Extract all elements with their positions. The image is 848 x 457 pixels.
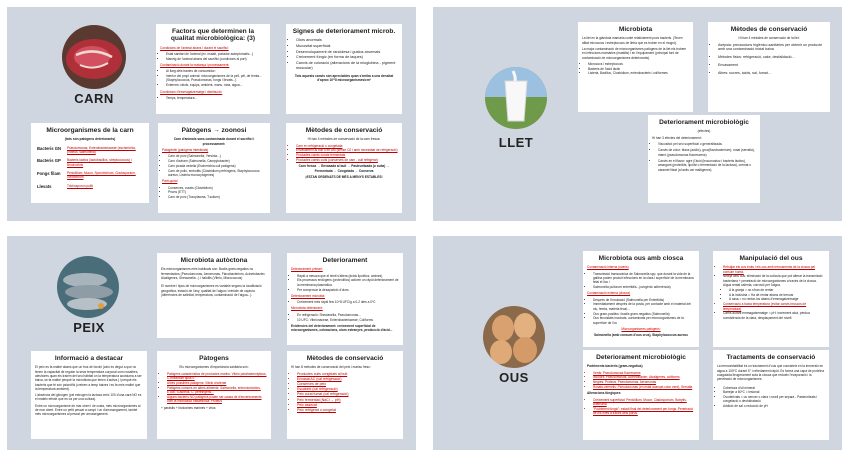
- list-item: • 10 UFC: Vibrionaceae, Enterobacteriaceae, Coliforms: [297, 318, 399, 322]
- panel-carn: [7, 7, 416, 221]
- list-item: • Negres: Proteus, Pseudomonas, Aeromonas: [593, 380, 695, 384]
- info-peix-title: Informació a destacar: [54, 355, 124, 362]
- list-item: • Neteja dels ous: eliminació de la cutícula que pot alterar la transmissió bacteriana + penetració de microorganismes a través de la closca. Aigua rentat calenta, corrosió per l'aigua.: [723, 274, 825, 287]
- patogens-carn-intro: Carn d'animals sans contaminada durant el sacrifici i processament:: [173, 137, 255, 146]
- micro-carn-table: [35, 144, 145, 192]
- patogens-carn-a: Patogèntic (patògens intestinals): [162, 147, 209, 152]
- factors-title: Factors que determinen la qualitat microbiològica: (3): [170, 28, 256, 43]
- metodes-llet-title: Mètodes de conservació: [730, 26, 808, 33]
- list-item: • Viscositat: pel seu superficial o generalitzada.: [658, 142, 756, 146]
- list-item: • Mètodes físics: refrigeració, calor, desfalidació...: [718, 55, 826, 60]
- card-tractaments: [713, 350, 829, 440]
- patogens-carn-b: Parti-quiral: [162, 179, 178, 184]
- card-metodes-peix: [287, 351, 403, 439]
- patogens-carn-title: Pàtogens → zoonosi: [181, 127, 247, 134]
- list-item: • Creixement superficial: Penicillium, Mucor, Cladosporium, Botrytis, Alternaria: [593, 398, 695, 407]
- metodes-llet-intro: Hi han 4 mètodes de conservació de la llet:: [738, 36, 800, 41]
- list-item: • Ràpid a mesura que el teixit s'altera (àcids lipolítics, amines): [297, 274, 399, 278]
- list-item: • Conserves, curats (Clostridium): [168, 186, 266, 190]
- micro-peix-p1: Els microorganismes més habituals són: Bacils gram-negatius no fermentadors (Pseudomonas, Aeromonas, Flavobacterium, Acinetobacter, Alcaligenes, Shewanella...) i halòfils (Vibrio, Micrococcus): [161, 267, 266, 280]
- micro-ous-c: Microorganismes patògens:: [621, 327, 661, 331]
- micro-peix-title: Microbiota autòctona: [180, 257, 248, 264]
- list-item: • Carn en refrigeració o congelada: [296, 144, 398, 148]
- meat-icon: [62, 25, 126, 89]
- factors-item1-sub: • Maneig de l'animal abans del sacrifici (condicions al port): [166, 57, 266, 61]
- deter-ous-title: Deteriorament microbiològic: [596, 354, 686, 361]
- list-item: • "Podriment fúngic": estadi final del deteriorament per fongs. Penetració de les hifes a través dels porus.: [593, 407, 695, 416]
- signes-item: • Olors anormals: [296, 38, 398, 43]
- factors-item2-sub: • Externes: ràtols, equips, ambient, mans, roba, aigua...: [166, 83, 266, 87]
- table-row: Fongs filam Penicillium, Mucor, Sporotrichum, Cladosporium, Geotrichum: [37, 170, 136, 180]
- list-item: • Ous fecundats incubats, contaminats per microorganismes de la superfície de l'ou: [593, 316, 695, 325]
- list-item: • Peix refrigerat o congelat: [297, 408, 399, 413]
- factors-item3: Condicions d'emmagatzematge i distribució:: [160, 89, 223, 94]
- deter-peix-item: Deteriorament microbià:: [291, 293, 326, 298]
- card-patogens-peix: [157, 351, 271, 439]
- info-peix-p3: Entre un microorganisme de mar obert i de costa, més microorganismes al de mar obert. Entre un petit pescat a canyó i un d'arrossegament, també més microorganismes al pescat per arrossegament.: [35, 403, 141, 417]
- list-item: • Patògens comuns en altres aliments: Salmonella, enterotoxicòtics, E.coli, S.aureus, C. perfringens...: [167, 386, 267, 395]
- list-item: • Altres possibles patògens: Vibrio cholerae: [167, 381, 267, 385]
- card-signes: [286, 24, 402, 114]
- deter-peix-item: Microbiota deteriorant:: [291, 306, 323, 311]
- metodes-carn-intro: Hi han 4 mètodes de conservació de la carn fresca:: [307, 137, 381, 142]
- list-item: • Immediatament després de la posta, per contacte amb el material del niu, femta, matèria fecal...: [593, 302, 695, 311]
- list-item: • Cobertura d'oli mineral: [723, 386, 825, 390]
- section-title-ous: OUS: [499, 370, 529, 385]
- list-item: • Carn picada vedella (Escherichia coli patògena): [168, 164, 266, 168]
- info-peix-p1: El peix es fa malbé abans que un tros de bovini (això es degut a que no tenen la capacitat de regular la seva temperatura corporal com nosaltres, aleshores quan els traiem del seu hàbitat on la temperatura acostuma a ser baixa, se fa malbé perquè la microbiota que tenen s'activa.) i perquè els bacteris que té són psicròfils (creixen a temp baixes i es fa més malbé que la temperatura ambient).: [35, 365, 142, 391]
- micro-peix-p2: El nombre i tipus de microorganismes es variable segons la localització geogràfica, estació de l'any, qualitat de l'aigua i mètode de captura (diferències de salinitat, temperatura, contaminació de l'aigua...).: [161, 284, 262, 297]
- factors-item1: Condicions de l'animal abans i durant el sacrifici:: [160, 45, 229, 50]
- list-item: • Peix assecat: [297, 403, 399, 408]
- fish-photo: [57, 256, 119, 318]
- micro-llet-p1: La llet en la glàndula mamària conté relativament pocs bacteris. (Tenen afitat micrococs i estreptococs de lletra que es troben en el mugró).: [582, 36, 683, 45]
- list-item: • Ovoderivats = ou sencer o clara i rovell per separa - Pasteuritzats i congelació o deshidratació: [723, 395, 825, 404]
- card-micro-peix: [157, 253, 271, 338]
- list-item: • Per comprovar la desaparició d'olors: [297, 288, 399, 292]
- card-patogens-carn: [158, 123, 270, 213]
- list-item: • Transmissió transovàrica de Salmonella spp. que durant la vida de la gallina poden produir infeccions en la clara i superfície de la membrana fetal el lloc i: [593, 272, 695, 285]
- list-item: • Ous gram-positius i bacils gram-negatius (Salmonella): [593, 312, 695, 316]
- card-info-peix: [31, 351, 147, 439]
- eggs-icon: [483, 306, 545, 368]
- milk-glass-icon: [485, 67, 547, 129]
- list-item: • Verds: Pseudomonas fluorescens: [593, 371, 695, 375]
- list-item: • Carn de porc (Toxoplasma, T.solium): [168, 195, 266, 199]
- deter-llet-intro: Hi han 3 efectes del deteriorament:: [652, 135, 702, 140]
- card-micro-ous: [583, 251, 699, 347]
- panel-ous: [433, 236, 842, 450]
- list-item: • Peix fermentat (NaCl → pH): [297, 398, 399, 403]
- factors-item2-sub: • Interior del propi animal: microorganismes de la pell, pèl, de femta... (Staphylococcus, Pseudomonas, fongs i llevats...): [166, 74, 266, 83]
- list-item: • Carns durant emmagatzematge = pH: increment alcà, pèrdua consistència de la clara, desplaçament del rovell.: [723, 311, 825, 320]
- list-item: • Conservació a baixa temperatura (evitar canvis bruscos de temperatura): [723, 302, 825, 311]
- list-item: • Carn de pollo, embotits (Clostridium perfringens, Staphylococcus aureus, Listeria monocytogenes): [168, 169, 266, 178]
- deter-llet-title: Deteriorament microbiològic: [659, 119, 749, 126]
- deter-ous-a: Podriments bacteris (gram-negatius): [587, 364, 643, 369]
- micro-ous-a: Contaminació interna (ovaris): [587, 265, 629, 270]
- patogens-peix-intro: Els microorganismes d'importància sanitària són:: [179, 365, 249, 370]
- list-item: • Micrococs i estreptococs: [588, 62, 689, 66]
- list-item: • Salmonella pullorum enteritidis...(ovogènic adherència): [593, 285, 695, 289]
- table-row: Bacteris GP Bacteris làctics (lactobacillus, streptococcus) i Brochothrix: [37, 158, 132, 167]
- list-item: • Productes carnis cuits (conserves de carn - cuit refrigerar): [296, 158, 398, 162]
- list-item: • Rebutjar els ous bruts i els ous amb trencaments de la closca pel consum humà.: [723, 265, 825, 274]
- list-item: • Els processos endògens (proteolítics) activen un ràpid deteriorament de la membrana plasmàtica: [297, 278, 399, 287]
- list-item: • En refrigeració: Shewanella, Pseudomonas...: [297, 313, 399, 317]
- list-item: • Envasament: [718, 63, 826, 68]
- card-deter-llet: [648, 115, 760, 203]
- list-item: • Escabetx (cal refrigeració): [297, 387, 399, 392]
- fish-icon: [57, 256, 119, 318]
- manipulacio-title: Manipulació del ous: [739, 255, 803, 262]
- section-title-llet: LLET: [498, 135, 534, 150]
- signes-title: Signes de deteriorament microb.: [292, 28, 396, 35]
- milk-photo: [485, 67, 547, 129]
- list-item: • Addició de sal o reducció de pH: [723, 404, 825, 408]
- deter-ous-b: Alteracions fúngiques: [587, 391, 621, 396]
- metodes-peix-title: Mètodes de conservació: [306, 355, 384, 362]
- section-title-carn: CARN: [74, 91, 114, 106]
- list-item: • Patògens característics de productes marins: Vibrio parahaemolyticus, C.botulinum tipus E: [167, 372, 267, 381]
- patogens-peix-foot: + paràsits + biotoxines marines + virus: [161, 406, 216, 411]
- list-item: • Bacteris de l'àcid làctic: [588, 67, 689, 71]
- signes-item: • Canvis de coloració (alteracions de la mioglobina - pigment muscular): [296, 61, 398, 71]
- factors-item2: Contaminació durant la matança i processament:: [160, 62, 230, 67]
- list-item: • Envasat AC (cal refrigeració): [297, 377, 399, 382]
- card-metodes-llet: [708, 22, 830, 112]
- list-item: • Altres: sucres, àcids, sal, fumat...: [718, 71, 826, 76]
- factors-item1-sub: • Estat sanitari de l'animal (ex. malalt, portador asimptomàtic...): [166, 52, 266, 56]
- card-micro-llet: [578, 22, 693, 112]
- metodes-carn-flow: Carn fresca → Envasada al buit → Pasteuritzada (o cuita) → Fermentada → Congelada → Conserva: [298, 164, 390, 173]
- list-item: • Carn de porc (Salmonella, Yersinia...): [168, 154, 266, 158]
- micro-llet-title: Microbiota: [618, 26, 653, 33]
- list-item: • Canvis de color: blaus (acidic), groc(flavobacterium), rosat (serratia), marró (pseudomonas fluorescens): [658, 148, 756, 157]
- deter-peix-title: Deteriorament: [322, 257, 368, 264]
- list-item: • A casa = no rentar-los abans d'emmagatzematge: [729, 297, 825, 301]
- list-item: • Listeria, Bacillus, Clostridium, enterobacteris i coliformes: [588, 71, 689, 75]
- list-item: • A la indústria = Ha de rentar abans de trencar: [729, 293, 825, 297]
- list-item: • Asèpsia: precaucions higiènico-sanitàries per obtenir un producte amb una contaminació inicial baixa: [718, 43, 826, 53]
- signes-item: • Creixement fúngic (en forma de taques): [296, 55, 398, 60]
- signes-item: • Desenvolupament de rancidesa i gustos anormals: [296, 50, 398, 55]
- deter-llet-subtitle: (efectes): [697, 129, 711, 134]
- list-item: • Alguns bacteris NO patògens poden ser causa de d'enverinaments com la intoxicació histamínica: Proteus: [167, 395, 267, 404]
- metodes-carn-note: ¡ESTAN ORDENATS DE MÉS A MENYS ESTABLES!: [305, 174, 383, 179]
- card-metodes-carn: [286, 123, 402, 213]
- micro-ous-title: Microbiota ous amb closca: [598, 255, 684, 262]
- table-row: Bacteris GN Pseudomonas, Enterobacteriaceae (escherichia, proteus, salmonella): [37, 145, 136, 154]
- deter-peix-note: Evidències del deteriorament: creixement superficial de microorganismes, coloracions, olors estranyes, producció d'àcid...: [291, 323, 393, 333]
- tractaments-title: Tractaments de conservació: [726, 354, 816, 361]
- micro-llet-p2: La major contaminació de microorganismes patògens de la llet els trobem en infeccions mamàries (mastitis) i en l'equipament (principal font de contaminació de microorganismes deteriorants).: [582, 46, 687, 60]
- micro-carn-subtitle: (tots són patògens deteriorants): [64, 137, 116, 142]
- micro-carn-title: Microorganismes de la carn: [46, 127, 134, 134]
- list-item: • Barrejar a 60ºC = lesional: [723, 390, 825, 394]
- list-item: • Creixement més ràpid fins 10^8 UFC/g a 0-2 dies a 0ºC: [297, 300, 399, 304]
- micro-ous-c-value: Salmonella (amb consum d'ous crus), Staphylococcus aureus: [594, 333, 688, 338]
- list-item: • Incolors: Pseudomonas, Acinetobacter, Alcaligenes, coliforms: [593, 375, 695, 379]
- factors-item3-sub: • Temps, temperatura...: [166, 96, 266, 100]
- list-item: • Envasament al buit o en AM (sense O2 i amb necessitat de refrigeració): [296, 148, 398, 152]
- patogens-peix-title: Pàtogens: [199, 355, 229, 362]
- list-item: • Canvis en el flavor: agre (l'àcid (leuconostoc i bacteris làctics), amargant (proteòlits, lipòlisi o fermentació de la lactosa), cremat o caramel·litzat (a lactis var maltigenes): [658, 159, 756, 172]
- factors-item2-sub: • Al llarg dels tractes de consumidor:: [166, 69, 266, 73]
- list-item: • Productes cuits congelats al buit: [297, 372, 399, 377]
- list-item: • Carn d'aviram (Salmonella, Campylobacter): [168, 159, 266, 163]
- metodes-peix-intro: Hi han 8 mètodes de conservació del peix i marisc fresc:: [291, 365, 371, 370]
- signes-note: Tots aquests canvis són apreciables quan s'arriba a una densitat d'aprox 10^8 microorganismes/cm²: [294, 74, 394, 83]
- list-item: • A la granja = no s'han de rentar: [729, 288, 825, 292]
- list-item: • Productes carnis curats fermentats: [296, 153, 398, 157]
- list-item: • Prions (ETT): [168, 190, 266, 194]
- card-manipulacio: [713, 251, 829, 347]
- tractaments-p1: La termoestabilitat és un tractament d'ous que consisteix en la immersió en aigua a 100ºC durant 5'' i refredament ràpid. Es forma una capa de proteïna coagulada lleugerament sota la closca que redueix l'evaporació i la penetració de microorganismes.: [717, 364, 825, 382]
- panel-peix: [7, 236, 416, 450]
- list-item: • Rosats-vermells: Pseudomonas (en estat avançat color verd), Serratia: [593, 385, 695, 389]
- section-title-peix: PEIX: [73, 320, 105, 335]
- table-row: Llevats Trichosporon pullit: [37, 183, 93, 189]
- card-deter-ous: [583, 350, 699, 440]
- eggs-photo: [483, 306, 545, 368]
- list-item: • Peix curat fumat (cal refrigeració): [297, 392, 399, 397]
- list-item: • Després de l'incubació (Salmonella per Enteritidis): [593, 298, 695, 302]
- info-peix-p2: L'absència del glicogen (pel estrogen la lactosa creix 100 d'una cara NO es el mateix efecte que es va per una cultura).: [35, 393, 142, 402]
- card-factors: [156, 24, 270, 114]
- panel-llet: [433, 7, 842, 221]
- metodes-carn-title: Mètodes de conservació: [305, 127, 383, 134]
- card-deter-peix: [287, 253, 403, 345]
- signes-item: • Mucositat superficial: [296, 44, 398, 49]
- list-item: • Conserves de peix: [297, 382, 399, 387]
- meat-photo: [62, 25, 126, 89]
- card-micro-carn: [31, 123, 149, 203]
- deter-peix-item: Deteriorament primari:: [291, 267, 323, 272]
- micro-ous-b: Contaminació externa (closca): [587, 291, 631, 296]
